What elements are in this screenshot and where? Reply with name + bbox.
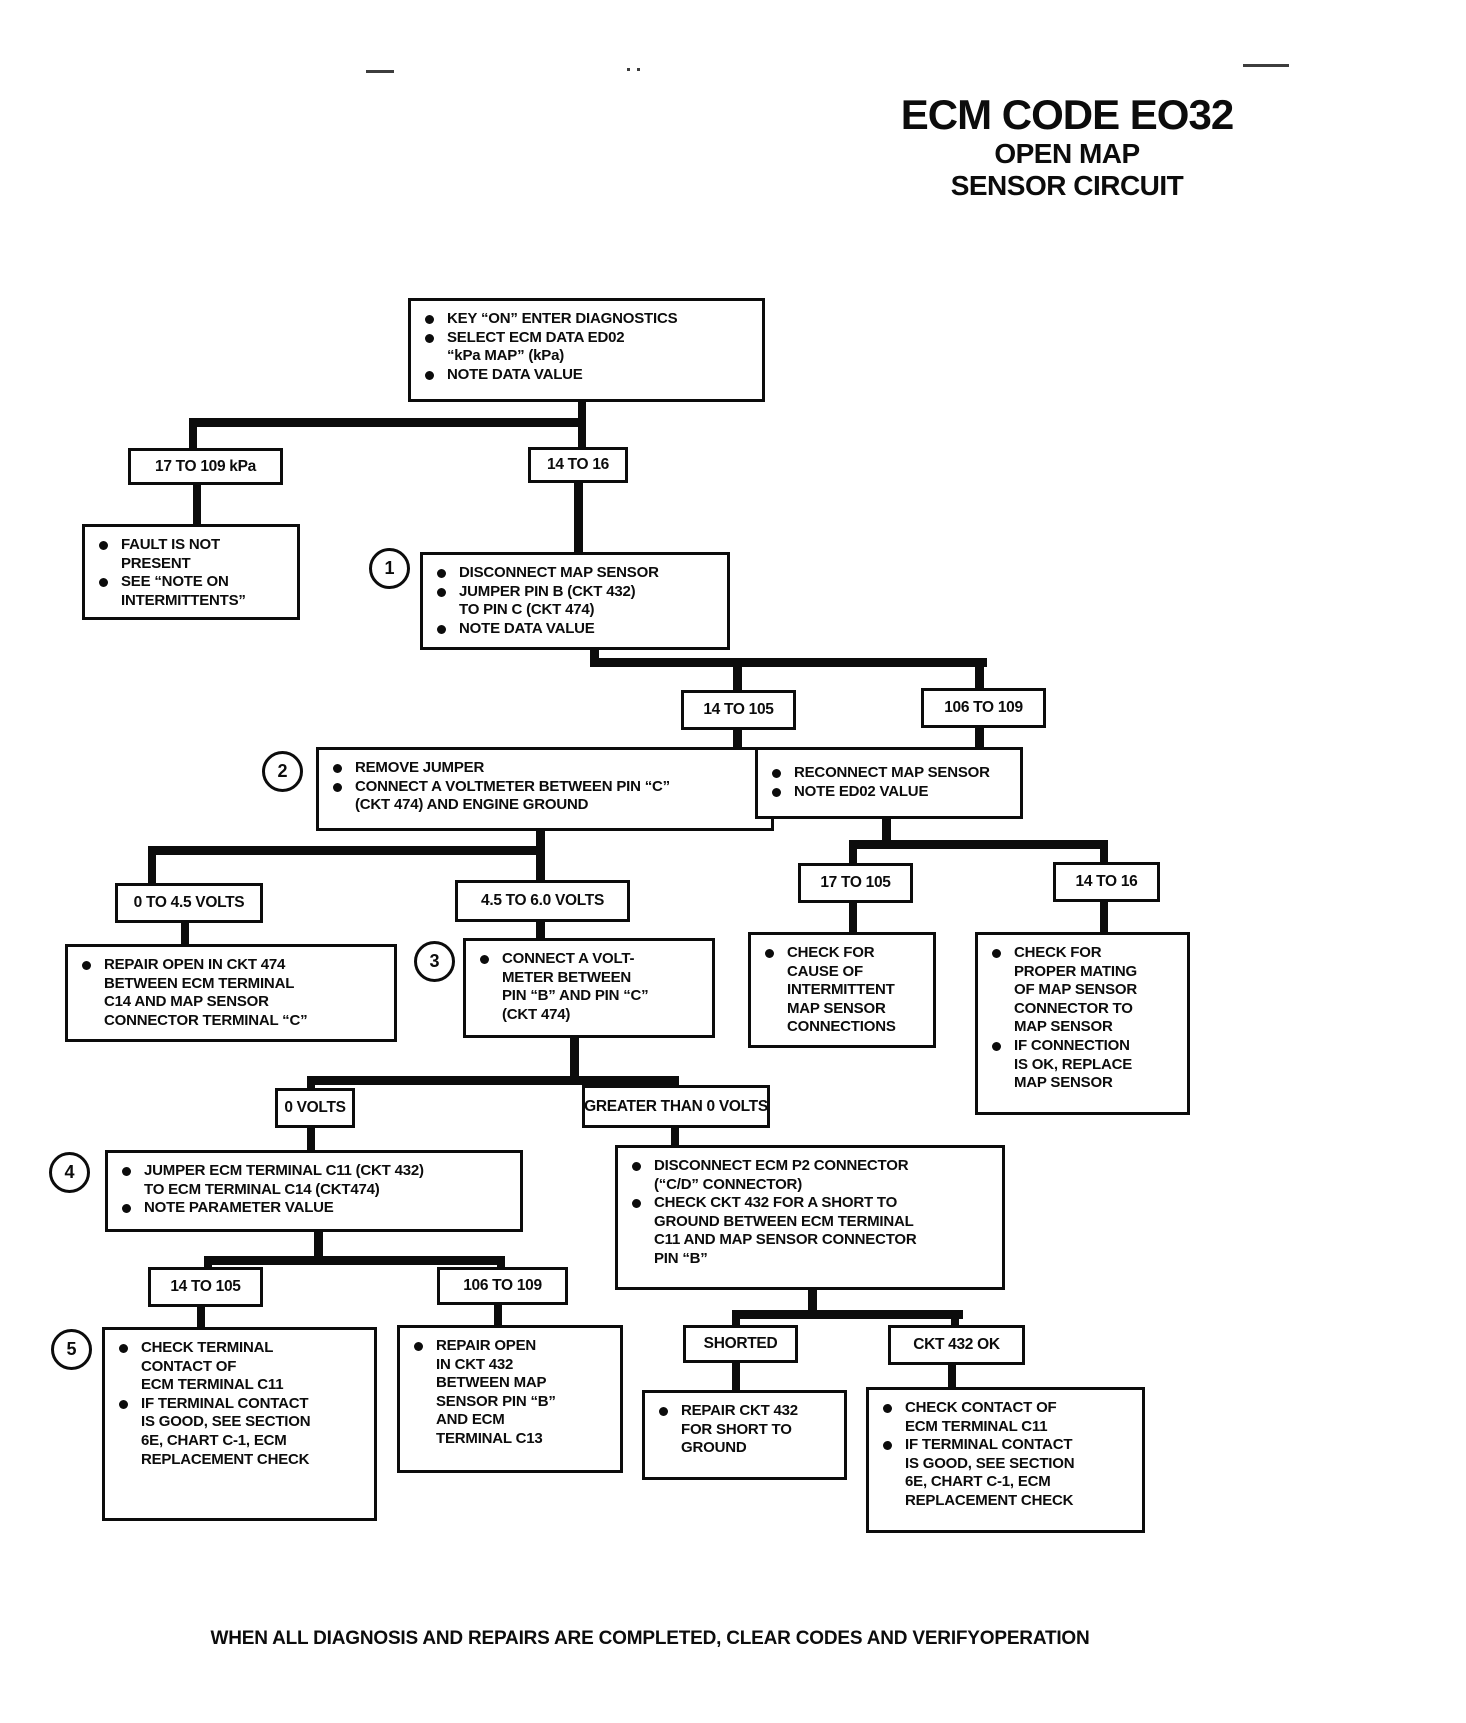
connector-line [948,1363,956,1387]
box-line: CONNECT A VOLTMETER BETWEEN PIN “C” [325,778,765,797]
decision-0-volts: 0 VOLTS [275,1088,355,1128]
box-line: CAUSE OF [787,962,863,980]
bullet-icon [99,578,108,587]
box-line: SEE “NOTE ON [91,573,291,592]
connector-line [494,1303,502,1325]
decision-106-to-109-mid: 106 TO 109 [921,688,1046,728]
box-line: CHECK FOR [757,944,927,963]
box-line: DISCONNECT ECM P2 CONNECTOR [624,1157,996,1176]
box-line: REPAIR OPEN [406,1337,614,1356]
box-line: AND ECM [436,1411,505,1429]
box-line: REMOVE JUMPER [325,759,765,778]
bullet-icon [772,769,781,778]
box-repair-open-ckt-432 [397,1325,623,1473]
box-line: IF TERMINAL CONTACT [875,1436,1136,1455]
connector-line [849,840,1108,849]
box-line: NOTE PARAMETER VALUE [114,1199,514,1218]
bullet-icon [119,1344,128,1353]
connector-line [148,846,545,855]
box-line: CONNECT A VOLT- [472,950,706,969]
title-line-2: OPEN MAP [994,138,1140,170]
bullet-icon [659,1407,668,1416]
box-line: (“C/D” CONNECTOR) [654,1175,802,1193]
bullet-icon [122,1167,131,1176]
connector-line [536,846,545,882]
box-line: SENSOR PIN “B” [436,1392,556,1410]
box-line: C11 AND MAP SENSOR CONNECTOR [654,1231,917,1249]
bullet-icon [82,961,91,970]
step-number-1: 1 [369,548,410,589]
bullet-icon [99,541,108,550]
box-line: TERMINAL C13 [436,1429,543,1447]
decision-14-to-16-top: 14 TO 16 [528,447,628,483]
box-line: (CKT 474) [502,1005,571,1023]
box-line: C14 AND MAP SENSOR [104,993,269,1011]
bullet-icon [992,949,1001,958]
connector-line [189,418,197,450]
box-line: TO PIN C (CKT 474) [459,601,595,619]
box-line: RECONNECT MAP SENSOR [764,764,1014,783]
box-line: IS GOOD, SEE SECTION [905,1454,1075,1472]
box-line: BETWEEN ECM TERMINAL [104,974,295,992]
bullet-icon [632,1199,641,1208]
connector-line [307,1126,315,1150]
connector-line [1100,900,1108,932]
box-line: REPAIR CKT 432 [651,1402,838,1421]
box-line: GROUND BETWEEN ECM TERMINAL [654,1212,914,1230]
box-line: CONNECTOR TERMINAL “C” [104,1011,308,1029]
bullet-icon [992,1042,1001,1051]
box-step3-connect-voltmeter [463,938,715,1038]
box-line: PIN “B” AND PIN “C” [502,987,649,1005]
box-line: CONNECTIONS [787,1018,896,1036]
box-repair-open-ckt-474 [65,944,397,1042]
box-reconnect-map-sensor [755,747,1023,819]
box-line: ECM TERMINAL C11 [141,1376,284,1394]
box-line: GROUND [681,1439,747,1457]
box-start [408,298,765,402]
connector-line [733,728,742,749]
bullet-icon [119,1400,128,1409]
connector-line [849,840,857,865]
box-check-contact-ecm-terminal-c11 [866,1387,1145,1533]
box-line: TO ECM TERMINAL C14 (CKT474) [144,1180,380,1198]
box-line: CONTACT OF [141,1357,237,1375]
connector-line [849,901,857,932]
connector-line [181,921,189,944]
box-line: INTERMITTENTS” [121,591,246,609]
box-line: CHECK CKT 432 FOR A SHORT TO [624,1194,996,1213]
box-line: MAP SENSOR [1014,1074,1113,1092]
scan-artifact-dash [366,70,394,73]
box-repair-ckt-432-short [642,1390,847,1480]
box-line: PRESENT [121,554,191,572]
box-line: PIN “B” [654,1249,708,1267]
box-line: KEY “ON” ENTER DIAGNOSTICS [417,310,756,329]
box-fault-not-present [82,524,300,620]
box-disconnect-ecm-p2-connector [615,1145,1005,1290]
page-title [817,92,1317,203]
box-line: 6E, CHART C-1, ECM [905,1473,1051,1491]
box-line: MAP SENSOR [1014,1018,1113,1036]
box-line: JUMPER ECM TERMINAL C11 (CKT 432) [114,1162,514,1181]
connector-line [574,481,583,554]
connector-line [671,1126,679,1145]
connector-line [536,920,545,940]
decision-0-to-4-5-volts: 0 TO 4.5 VOLTS [115,883,263,923]
box-step5-check-terminal-contact [102,1327,377,1521]
box-line: MAP SENSOR [787,999,886,1017]
decision-greater-than-0-volts: GREATER THAN 0 VOLTS [582,1085,770,1128]
bullet-icon [772,788,781,797]
connector-line [204,1256,505,1265]
box-line: ECM TERMINAL C11 [905,1417,1048,1435]
bullet-icon [425,315,434,324]
connector-line [189,418,586,427]
step-number-5: 5 [51,1329,92,1370]
decision-14-to-16-right: 14 TO 16 [1053,862,1160,902]
bullet-icon [333,783,342,792]
title-line-3: SENSOR CIRCUIT [950,170,1184,202]
bullet-icon [414,1342,423,1351]
bullet-icon [883,1404,892,1413]
box-line: NOTE ED02 VALUE [764,783,1014,802]
box-line: REPLACEMENT CHECK [141,1450,310,1468]
box-step2-remove-jumper [316,747,774,831]
connector-line [193,483,201,526]
box-step1-disconnect-map-sensor [420,552,730,650]
box-line: CHECK FOR [984,944,1181,963]
decision-14-to-105-mid: 14 TO 105 [681,690,796,730]
box-line: INTERMITTENT [787,981,895,999]
connector-line [1100,840,1108,864]
footer-note: WHEN ALL DIAGNOSIS AND REPAIRS ARE COMPLETED, CLEAR CODES AND VERIFYOPERATION [210,1628,1090,1649]
box-line: REPLACEMENT CHECK [905,1491,1074,1509]
decision-shorted: SHORTED [683,1325,798,1363]
box-line: CONNECTOR TO [1014,999,1133,1017]
box-line: (CKT 474) AND ENGINE GROUND [355,796,589,814]
box-line: CHECK TERMINAL [111,1339,368,1358]
box-line: SELECT ECM DATA ED02 [417,329,756,348]
bullet-icon [122,1204,131,1213]
box-line: IF TERMINAL CONTACT [111,1395,368,1414]
connector-line [578,418,586,449]
connector-line [975,726,984,749]
connector-line [733,658,742,692]
decision-4-5-to-6-0-volts: 4.5 TO 6.0 VOLTS [455,880,630,922]
bullet-icon [883,1441,892,1450]
connector-line [732,1310,963,1319]
bullet-icon [632,1162,641,1171]
box-line: JUMPER PIN B (CKT 432) [429,583,721,602]
box-line: IF CONNECTION [984,1037,1181,1056]
connector-line [732,1361,740,1390]
box-line: 6E, CHART C-1, ECM [141,1431,287,1449]
connector-line [307,1076,679,1085]
bullet-icon [765,949,774,958]
title-line-1: ECM CODE EO32 [900,91,1234,138]
step-number-3: 3 [414,941,455,982]
box-step4-jumper-ecm-terminal [105,1150,523,1232]
box-line: NOTE DATA VALUE [429,620,721,639]
connector-line [148,846,156,885]
bullet-icon [437,569,446,578]
decision-17-to-109-kpa: 17 TO 109 kPa [128,448,283,485]
bullet-icon [333,764,342,773]
box-line: BETWEEN MAP [436,1374,547,1392]
box-line: DISCONNECT MAP SENSOR [429,564,721,583]
box-line: IS OK, REPLACE [1014,1055,1133,1073]
bullet-icon [437,625,446,634]
box-line: “kPa MAP” (kPa) [447,347,565,365]
box-line: REPAIR OPEN IN CKT 474 [74,956,388,975]
scan-artifact-dash [1243,64,1289,67]
scan-artifact-dot [637,68,640,71]
box-line: IN CKT 432 [436,1355,514,1373]
box-line: NOTE DATA VALUE [417,366,756,385]
bullet-icon [480,955,489,964]
connector-line [975,658,984,690]
decision-17-to-105: 17 TO 105 [798,863,913,903]
decision-ckt-432-ok: CKT 432 OK [888,1325,1025,1365]
decision-14-to-105-low: 14 TO 105 [148,1267,263,1307]
step-number-2: 2 [262,751,303,792]
box-check-proper-mating [975,932,1190,1115]
box-line: FAULT IS NOT [91,536,291,555]
box-line: IS GOOD, SEE SECTION [141,1413,311,1431]
connector-line [197,1305,205,1327]
step-number-4: 4 [49,1152,90,1193]
box-check-intermittent-connections [748,932,936,1048]
bullet-icon [425,371,434,380]
scan-artifact-dot [627,68,630,71]
box-line: PROPER MATING [1014,962,1137,980]
box-line: OF MAP SENSOR [1014,981,1137,999]
bullet-icon [437,588,446,597]
box-line: METER BETWEEN [502,968,632,986]
bullet-icon [425,334,434,343]
decision-106-to-109-low: 106 TO 109 [437,1267,568,1305]
box-line: FOR SHORT TO [681,1420,792,1438]
connector-line [590,658,987,667]
box-line: CHECK CONTACT OF [875,1399,1136,1418]
